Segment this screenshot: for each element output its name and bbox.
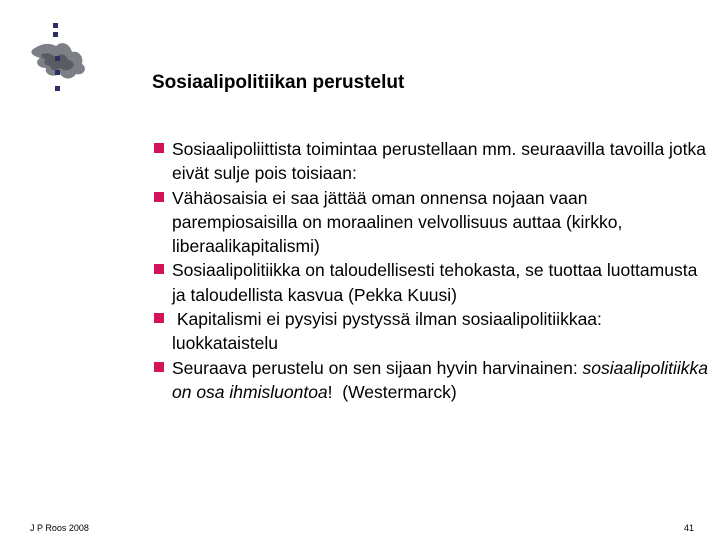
university-logo-icon bbox=[22, 22, 92, 98]
bullet-item bbox=[152, 137, 712, 186]
slide-title: Sosiaalipolitiikan perustelut bbox=[152, 72, 405, 93]
bullet-item bbox=[152, 356, 712, 405]
bullet-marker-icon bbox=[154, 264, 164, 274]
bullet-text-after: ! (Westermarck) bbox=[327, 381, 457, 402]
bullet-marker-icon bbox=[154, 362, 164, 372]
bullet-text bbox=[172, 358, 708, 402]
bullet-item bbox=[152, 258, 712, 307]
bullet-item bbox=[152, 186, 712, 259]
bullet-item bbox=[152, 307, 712, 356]
bullet-text: Kapitalismi ei pysyisi pystyssä ilman sosiaalipolitiikkaa: luokkataistelu bbox=[172, 309, 607, 354]
bullet-text-italic: sosiaalipolitiikka on osa ihmisluontoa bbox=[172, 357, 709, 402]
bullet-marker-icon bbox=[154, 143, 164, 153]
bullet-marker-icon bbox=[154, 192, 164, 202]
bullet-text-before: Seuraava perustelu on sen sijaan hyvin harvinainen: bbox=[172, 357, 583, 378]
bullet-text: Sosiaalipolitiikka on taloudellisesti tehokasta, se tuottaa luottamusta ja taloudellista kasvua (Pekka Kuusi) bbox=[172, 260, 698, 305]
bullet-marker-icon bbox=[154, 313, 164, 323]
bullet-text: Vähäosaisia ei saa jättää oman onnensa nojaan vaan parempiosaisilla on moraalinen velvollisuus auttaa (kirkko, liberaalikapitalismi) bbox=[172, 187, 623, 257]
bullet-list bbox=[152, 137, 712, 404]
bullet-text: Sosiaalipoliittista toimintaa perustellaan mm. seuraavilla tavoilla jotka eivät sulje pois toisiaan: bbox=[172, 139, 707, 184]
page-number: 41 bbox=[683, 523, 694, 533]
footer-author: J P Roos 2008 bbox=[30, 523, 89, 533]
